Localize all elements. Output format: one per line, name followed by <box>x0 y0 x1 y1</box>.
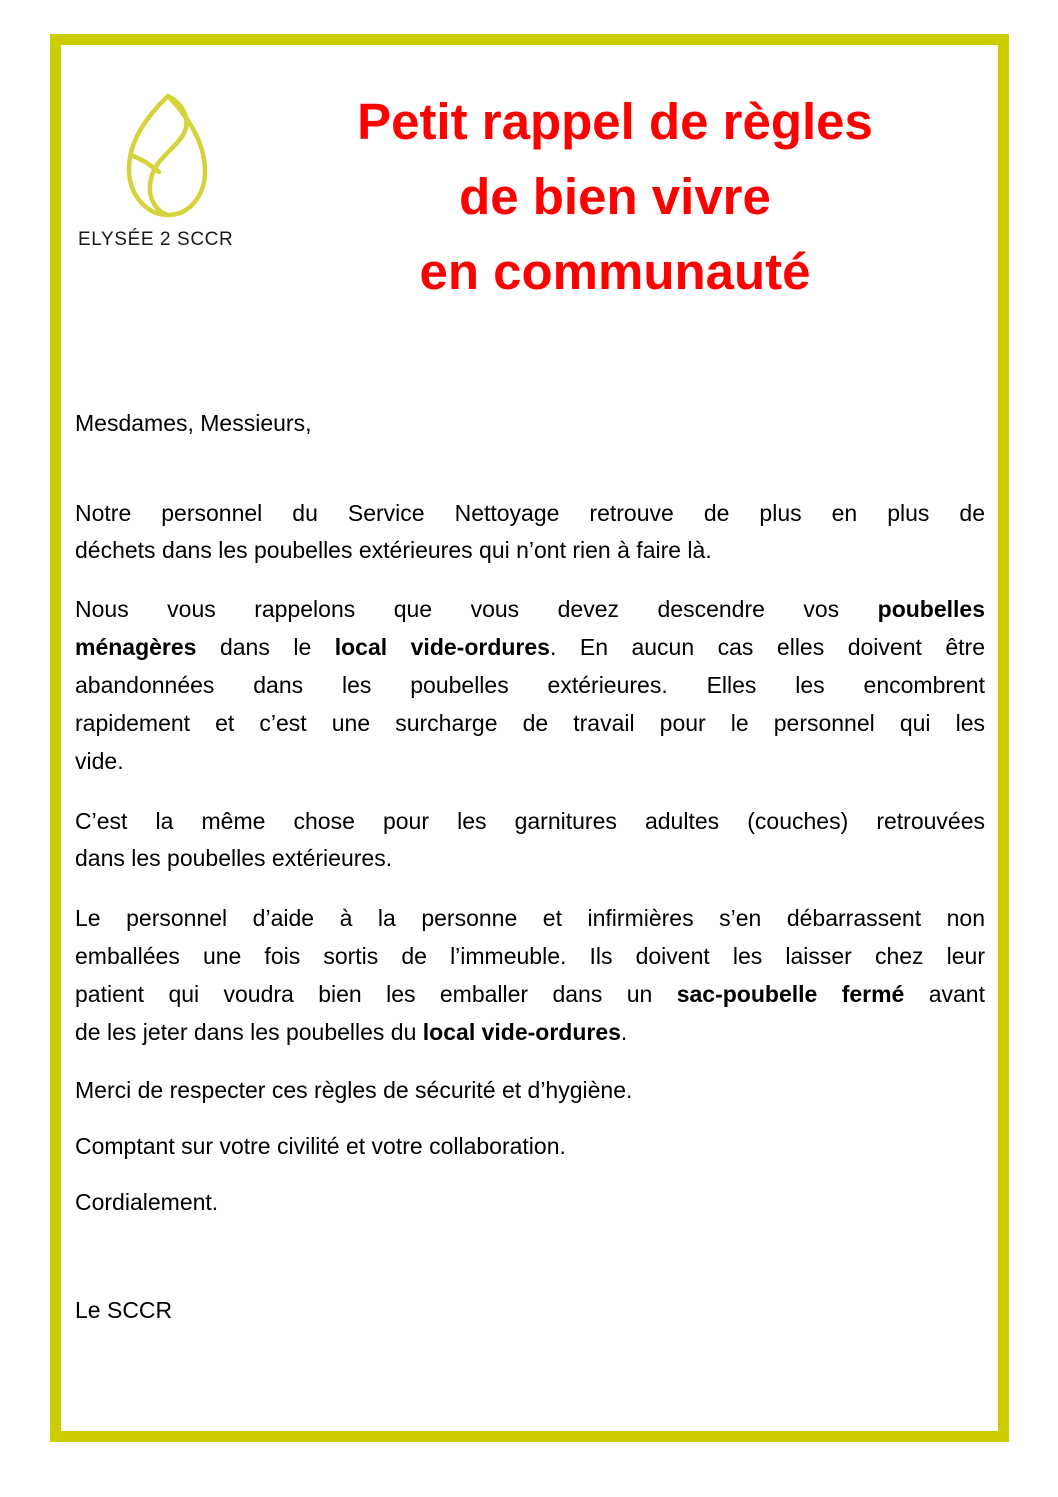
paragraph-line: abandonnées dans les poubelles extérieures. Elles les encombrent <box>75 672 985 698</box>
paragraph-line: C’est la même chose pour les garnitures adultes (couches) retrouvées <box>75 808 985 834</box>
text-run: avant <box>904 981 985 1007</box>
bold-text: sac-poubelle fermé <box>676 981 905 1007</box>
paragraph-line: rapidement et c’est une surcharge de travail pour le personnel qui les <box>75 710 985 736</box>
closing-line: Cordialement. <box>75 1189 219 1215</box>
bold-text: ménagères <box>75 634 197 660</box>
text-run: patient qui voudra bien les emballer dans un <box>75 981 677 1007</box>
paragraph-line <box>75 1017 985 1047</box>
bold-text: local vide-ordures <box>334 634 550 660</box>
title-line: en communauté <box>419 243 811 300</box>
closing-line: Comptant sur votre civilité et votre collaboration. <box>75 1133 566 1159</box>
paragraph-line: dans les poubelles extérieures. <box>75 845 393 871</box>
text-run: dans le <box>196 634 335 660</box>
text-run: . En aucun cas elles doivent être <box>549 634 986 660</box>
signature: Le SCCR <box>75 1297 173 1323</box>
bold-text: poubelles <box>877 596 985 622</box>
paragraph-line: emballées une fois sortis de l’immeuble. Ils doivent les laisser chez leur <box>75 943 985 969</box>
text-run: de les jeter dans les poubelles du <box>75 1019 423 1045</box>
paragraph-line: Le personnel d’aide à la personne et infirmières s’en débarrassent non <box>75 905 985 931</box>
logo-text: ELYSÉE 2 SCCR <box>78 229 234 250</box>
logo <box>70 88 260 258</box>
paragraph-line <box>75 594 985 624</box>
title-line: Petit rappel de règles <box>357 93 873 150</box>
closing-line: Merci de respecter ces règles de sécurité et d’hygiène. <box>75 1077 633 1103</box>
leaf-icon <box>125 93 209 219</box>
paragraph-line <box>75 632 985 662</box>
paragraph-line: vide. <box>75 748 124 774</box>
page-title <box>300 84 930 309</box>
text-run: . <box>620 1019 628 1045</box>
salutation: Mesdames, Messieurs, <box>75 410 312 436</box>
text-run: Nous vous rappelons que vous devez descendre vos <box>75 596 878 622</box>
bold-text: local vide-ordures <box>422 1019 621 1045</box>
title-line: de bien vivre <box>459 168 771 225</box>
paragraph-line: Notre personnel du Service Nettoyage retrouve de plus en plus de <box>75 500 985 526</box>
paragraph-line: déchets dans les poubelles extérieures qui n’ont rien à faire là. <box>75 537 712 563</box>
paragraph-line <box>75 979 985 1009</box>
